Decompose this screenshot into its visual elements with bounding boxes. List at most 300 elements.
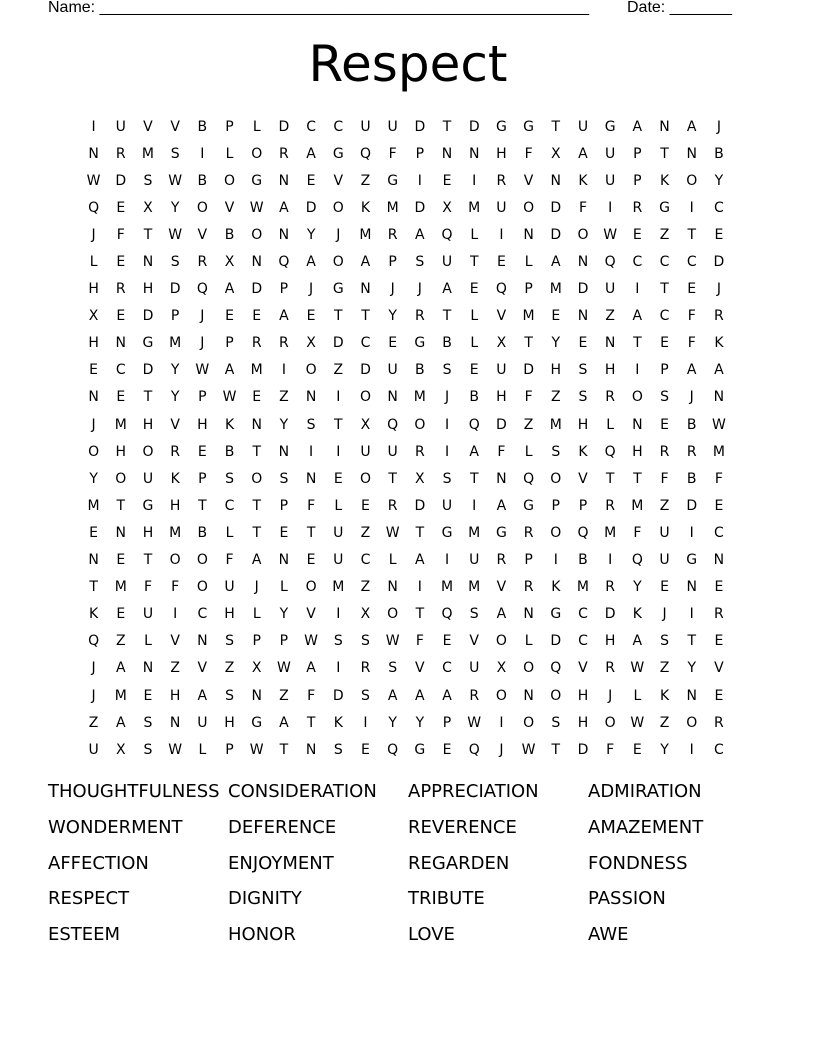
grid-cell[interactable]: E xyxy=(496,254,506,271)
grid-cell[interactable]: V xyxy=(469,633,479,650)
grid-cell[interactable]: P xyxy=(388,254,397,271)
grid-cell[interactable]: I xyxy=(363,714,368,731)
grid-cell[interactable]: J xyxy=(716,281,721,298)
grid-cell[interactable]: L xyxy=(225,145,234,162)
grid-cell[interactable]: L xyxy=(252,606,261,623)
grid-cell[interactable]: Q xyxy=(631,552,643,569)
grid-cell[interactable]: S xyxy=(306,416,316,433)
grid-cell[interactable]: T xyxy=(143,552,153,569)
grid-cell[interactable]: T xyxy=(361,308,370,325)
grid-cell[interactable]: R xyxy=(605,579,616,596)
grid-cell[interactable]: H xyxy=(197,416,208,433)
grid-cell[interactable]: C xyxy=(659,254,670,271)
grid-cell[interactable]: B xyxy=(415,362,425,379)
grid-cell[interactable]: Y xyxy=(279,416,289,433)
grid-cell[interactable]: T xyxy=(551,118,561,135)
grid-cell[interactable]: E xyxy=(551,308,561,325)
grid-cell[interactable]: D xyxy=(142,362,154,379)
grid-cell[interactable]: C xyxy=(714,199,724,216)
grid-cell[interactable]: Z xyxy=(360,172,371,189)
grid-cell[interactable]: B xyxy=(224,226,235,243)
grid-cell[interactable]: X xyxy=(415,470,425,487)
name-field-label[interactable]: Name: _______________________________________________________ xyxy=(48,0,589,16)
grid-cell[interactable]: T xyxy=(633,335,642,352)
grid-cell[interactable]: U xyxy=(441,497,453,514)
grid-cell[interactable]: A xyxy=(306,660,316,677)
grid-cell[interactable]: D xyxy=(686,497,698,514)
grid-cell[interactable]: O xyxy=(523,199,535,216)
grid-cell[interactable]: A xyxy=(306,145,316,162)
grid-cell[interactable]: M xyxy=(169,335,182,352)
grid-cell[interactable]: S xyxy=(660,389,669,406)
grid-cell[interactable]: Q xyxy=(577,524,589,541)
grid-cell[interactable]: A xyxy=(306,254,316,271)
grid-cell[interactable]: R xyxy=(714,308,724,325)
grid-cell[interactable]: J xyxy=(689,389,694,406)
grid-cell[interactable]: R xyxy=(469,687,480,704)
grid-cell[interactable]: T xyxy=(252,524,261,541)
grid-cell[interactable]: I xyxy=(91,118,96,135)
grid-cell[interactable]: A xyxy=(496,497,507,514)
grid-cell[interactable]: T xyxy=(198,497,207,514)
grid-cell[interactable]: N xyxy=(142,660,154,677)
grid-cell[interactable]: O xyxy=(414,416,426,433)
grid-cell[interactable]: O xyxy=(550,470,562,487)
grid-cell[interactable]: L xyxy=(524,633,533,650)
grid-cell[interactable]: X xyxy=(143,199,153,216)
grid-cell[interactable]: U xyxy=(441,254,453,271)
grid-cell[interactable]: S xyxy=(578,362,588,379)
grid-cell[interactable]: D xyxy=(550,199,562,216)
grid-cell[interactable]: O xyxy=(251,145,263,162)
grid-cell[interactable]: H xyxy=(577,416,589,433)
grid-cell[interactable]: N xyxy=(523,606,534,623)
grid-cell[interactable]: I xyxy=(417,579,422,596)
grid-cell[interactable]: R xyxy=(387,226,398,243)
grid-cell[interactable]: O xyxy=(495,633,507,650)
grid-cell[interactable]: W xyxy=(385,524,400,541)
grid-cell[interactable]: Q xyxy=(387,416,399,433)
grid-cell[interactable]: L xyxy=(470,335,479,352)
grid-cell[interactable]: R xyxy=(496,552,507,569)
grid-cell[interactable]: F xyxy=(660,470,669,487)
grid-cell[interactable]: B xyxy=(442,335,452,352)
grid-cell[interactable]: P xyxy=(225,118,234,135)
grid-cell[interactable]: L xyxy=(470,226,479,243)
grid-cell[interactable]: N xyxy=(197,633,208,650)
grid-cell[interactable]: B xyxy=(686,416,697,433)
grid-cell[interactable]: F xyxy=(116,226,125,243)
grid-cell[interactable]: Y xyxy=(415,714,425,731)
grid-cell[interactable]: K xyxy=(551,579,561,596)
grid-cell[interactable]: D xyxy=(468,118,480,135)
grid-cell[interactable]: K xyxy=(224,416,235,433)
grid-cell[interactable]: O xyxy=(251,470,263,487)
grid-cell[interactable]: E xyxy=(306,552,316,569)
grid-cell[interactable]: J xyxy=(91,660,96,677)
grid-cell[interactable]: E xyxy=(116,606,126,623)
grid-cell[interactable]: N xyxy=(88,145,99,162)
grid-cell[interactable]: Q xyxy=(468,741,480,758)
grid-cell[interactable]: R xyxy=(714,606,724,623)
grid-cell[interactable]: M xyxy=(522,308,535,325)
grid-cell[interactable]: K xyxy=(89,606,99,623)
grid-cell[interactable]: E xyxy=(714,687,724,704)
grid-cell[interactable]: T xyxy=(605,470,615,487)
grid-cell[interactable]: A xyxy=(115,660,126,677)
grid-cell[interactable]: S xyxy=(143,172,153,189)
grid-cell[interactable]: Z xyxy=(550,389,561,406)
grid-cell[interactable]: A xyxy=(632,118,643,135)
grid-cell[interactable]: I xyxy=(689,199,694,216)
grid-cell[interactable]: C xyxy=(333,118,344,135)
grid-cell[interactable]: E xyxy=(225,308,234,325)
grid-cell[interactable]: E xyxy=(632,741,642,758)
grid-cell[interactable]: P xyxy=(225,741,234,758)
grid-cell[interactable]: J xyxy=(499,741,504,758)
grid-cell[interactable]: I xyxy=(200,145,205,162)
grid-cell[interactable]: I xyxy=(281,362,286,379)
grid-cell[interactable]: D xyxy=(604,606,616,623)
grid-cell[interactable]: Z xyxy=(224,660,235,677)
grid-cell[interactable]: P xyxy=(198,389,207,406)
grid-cell[interactable]: Z xyxy=(659,226,670,243)
grid-cell[interactable]: B xyxy=(714,145,724,162)
grid-cell[interactable]: W xyxy=(630,660,645,677)
grid-cell[interactable]: H xyxy=(142,416,154,433)
grid-cell[interactable]: Q xyxy=(441,606,453,623)
grid-cell[interactable]: K xyxy=(659,172,670,189)
grid-cell[interactable]: I xyxy=(472,497,477,514)
grid-cell[interactable]: H xyxy=(115,443,127,460)
grid-cell[interactable]: E xyxy=(714,579,724,596)
grid-cell[interactable]: X xyxy=(442,199,452,216)
grid-cell[interactable]: C xyxy=(659,308,670,325)
grid-cell[interactable]: B xyxy=(224,443,235,460)
grid-cell[interactable]: I xyxy=(689,524,694,541)
grid-cell[interactable]: T xyxy=(334,308,343,325)
grid-cell[interactable]: P xyxy=(279,633,289,650)
grid-cell[interactable]: A xyxy=(360,254,371,271)
grid-cell[interactable]: D xyxy=(414,199,426,216)
grid-cell[interactable]: G xyxy=(251,172,263,189)
grid-cell[interactable]: R xyxy=(686,443,697,460)
grid-cell[interactable]: L xyxy=(280,579,288,596)
grid-cell[interactable]: N xyxy=(88,552,99,569)
grid-cell[interactable]: P xyxy=(633,172,642,189)
grid-cell[interactable]: R xyxy=(714,714,724,731)
grid-cell[interactable]: E xyxy=(660,416,669,433)
grid-cell[interactable]: I xyxy=(173,606,178,623)
grid-cell[interactable]: E xyxy=(714,226,724,243)
grid-cell[interactable]: E xyxy=(388,335,398,352)
grid-cell[interactable]: L xyxy=(334,497,343,514)
grid-cell[interactable]: I xyxy=(444,416,450,433)
grid-cell[interactable]: I xyxy=(417,172,422,189)
grid-cell[interactable]: Y xyxy=(89,470,98,487)
grid-cell[interactable]: N xyxy=(278,552,290,569)
grid-cell[interactable]: E xyxy=(89,524,99,541)
grid-cell[interactable]: U xyxy=(469,552,480,569)
grid-cell[interactable]: N xyxy=(88,389,99,406)
grid-cell[interactable]: A xyxy=(251,552,262,569)
grid-cell[interactable]: G xyxy=(142,335,154,352)
grid-cell[interactable]: M xyxy=(413,389,426,406)
grid-cell[interactable]: A xyxy=(415,687,425,704)
grid-cell[interactable]: A xyxy=(415,226,425,243)
grid-cell[interactable]: I xyxy=(444,443,450,460)
grid-cell[interactable]: L xyxy=(89,254,98,271)
grid-cell[interactable]: R xyxy=(605,660,616,677)
grid-cell[interactable]: S xyxy=(225,687,234,704)
grid-cell[interactable]: E xyxy=(306,172,316,189)
grid-cell[interactable]: X xyxy=(88,308,99,325)
grid-cell[interactable]: P xyxy=(170,308,180,325)
grid-cell[interactable]: A xyxy=(550,254,561,271)
grid-cell[interactable]: E xyxy=(116,308,126,325)
grid-cell[interactable]: X xyxy=(550,145,561,162)
grid-cell[interactable]: E xyxy=(442,741,452,758)
grid-cell[interactable]: O xyxy=(523,660,535,677)
grid-cell[interactable]: X xyxy=(360,416,371,433)
grid-cell[interactable]: E xyxy=(469,281,479,298)
grid-cell[interactable]: X xyxy=(306,335,316,352)
grid-cell[interactable]: V xyxy=(197,226,208,243)
grid-cell[interactable]: W xyxy=(521,741,536,758)
grid-cell[interactable]: I xyxy=(553,552,558,569)
grid-cell[interactable]: O xyxy=(577,226,589,243)
grid-cell[interactable]: E xyxy=(714,633,724,650)
grid-cell[interactable]: R xyxy=(387,497,398,514)
grid-cell[interactable]: C xyxy=(714,524,724,541)
grid-cell[interactable]: W xyxy=(249,741,264,758)
grid-cell[interactable]: O xyxy=(686,714,698,731)
grid-cell[interactable]: E xyxy=(252,308,262,325)
grid-cell[interactable]: C xyxy=(360,552,371,569)
grid-cell[interactable]: R xyxy=(360,660,371,677)
grid-cell[interactable]: T xyxy=(388,470,397,487)
grid-cell[interactable]: W xyxy=(168,226,183,243)
grid-cell[interactable]: L xyxy=(225,524,234,541)
grid-cell[interactable]: N xyxy=(305,741,317,758)
grid-cell[interactable]: F xyxy=(307,687,316,704)
grid-cell[interactable]: N xyxy=(632,416,643,433)
grid-cell[interactable]: U xyxy=(605,172,616,189)
grid-cell[interactable]: F xyxy=(143,579,152,596)
grid-cell[interactable]: Y xyxy=(306,226,316,243)
grid-cell[interactable]: H xyxy=(577,687,589,704)
grid-cell[interactable]: I xyxy=(499,714,504,731)
grid-cell[interactable]: A xyxy=(197,687,208,704)
grid-cell[interactable]: Q xyxy=(550,660,562,677)
grid-cell[interactable]: D xyxy=(360,362,371,379)
grid-cell[interactable]: F xyxy=(415,633,424,650)
grid-cell[interactable]: U xyxy=(387,362,398,379)
grid-cell[interactable]: V xyxy=(170,416,180,433)
grid-cell[interactable]: Z xyxy=(360,524,371,541)
grid-cell[interactable]: S xyxy=(225,470,234,487)
grid-cell[interactable]: U xyxy=(333,552,344,569)
grid-cell[interactable]: H xyxy=(142,524,154,541)
grid-cell[interactable]: W xyxy=(168,172,183,189)
grid-cell[interactable]: Q xyxy=(88,199,100,216)
grid-cell[interactable]: N xyxy=(115,524,127,541)
grid-cell[interactable]: Z xyxy=(659,497,670,514)
grid-cell[interactable]: O xyxy=(332,254,344,271)
grid-cell[interactable]: D xyxy=(169,281,181,298)
grid-cell[interactable]: G xyxy=(523,497,535,514)
grid-cell[interactable]: M xyxy=(141,145,155,162)
grid-cell[interactable]: X xyxy=(251,660,262,677)
grid-cell[interactable]: W xyxy=(276,660,291,677)
grid-cell[interactable]: D xyxy=(414,497,426,514)
grid-cell[interactable]: M xyxy=(386,199,399,216)
grid-cell[interactable]: B xyxy=(686,470,697,487)
grid-cell[interactable]: T xyxy=(279,741,289,758)
grid-cell[interactable]: U xyxy=(659,524,670,541)
grid-cell[interactable]: Y xyxy=(279,606,289,623)
grid-cell[interactable]: O xyxy=(196,552,208,569)
grid-cell[interactable]: T xyxy=(660,145,669,162)
grid-cell[interactable]: O xyxy=(224,172,236,189)
grid-cell[interactable]: S xyxy=(442,362,452,379)
grid-cell[interactable]: J xyxy=(254,579,259,596)
grid-cell[interactable]: N xyxy=(169,714,181,731)
grid-cell[interactable]: I xyxy=(635,281,640,298)
grid-cell[interactable]: T xyxy=(633,470,642,487)
grid-cell[interactable]: T xyxy=(143,226,153,243)
grid-cell[interactable]: T xyxy=(551,741,561,758)
grid-cell[interactable]: G xyxy=(332,145,344,162)
grid-cell[interactable]: R xyxy=(523,524,534,541)
grid-cell[interactable]: E xyxy=(361,497,370,514)
grid-cell[interactable]: Q xyxy=(604,254,616,271)
grid-cell[interactable]: N xyxy=(251,687,262,704)
grid-cell[interactable]: R xyxy=(170,443,181,460)
grid-cell[interactable]: H xyxy=(224,714,235,731)
grid-cell[interactable]: H xyxy=(577,714,589,731)
grid-cell[interactable]: T xyxy=(687,226,696,243)
grid-cell[interactable]: M xyxy=(169,524,182,541)
grid-cell[interactable]: S xyxy=(469,606,479,623)
grid-cell[interactable]: K xyxy=(333,714,343,731)
grid-cell[interactable]: T xyxy=(442,118,452,135)
grid-cell[interactable]: N xyxy=(659,118,670,135)
grid-cell[interactable]: T xyxy=(469,254,479,271)
grid-cell[interactable]: Z xyxy=(523,416,534,433)
grid-cell[interactable]: H xyxy=(632,443,643,460)
grid-cell[interactable]: E xyxy=(442,172,452,189)
grid-cell[interactable]: G xyxy=(604,118,616,135)
grid-cell[interactable]: D xyxy=(523,362,534,379)
grid-cell[interactable]: T xyxy=(469,470,479,487)
grid-cell[interactable]: K xyxy=(632,606,642,623)
grid-cell[interactable]: W xyxy=(249,199,264,216)
grid-cell[interactable]: S xyxy=(143,714,153,731)
grid-cell[interactable]: F xyxy=(633,524,642,541)
grid-cell[interactable]: O xyxy=(196,199,208,216)
grid-cell[interactable]: G xyxy=(251,714,263,731)
grid-cell[interactable]: G xyxy=(495,118,507,135)
grid-cell[interactable]: S xyxy=(333,741,343,758)
grid-cell[interactable]: V xyxy=(578,660,588,677)
grid-cell[interactable]: J xyxy=(91,226,96,243)
grid-cell[interactable]: M xyxy=(114,579,127,596)
grid-cell[interactable]: S xyxy=(551,443,561,460)
grid-cell[interactable]: R xyxy=(115,145,126,162)
grid-cell[interactable]: K xyxy=(714,335,724,352)
grid-cell[interactable]: A xyxy=(632,308,643,325)
grid-cell[interactable]: C xyxy=(115,362,126,379)
grid-cell[interactable]: J xyxy=(444,389,450,406)
grid-cell[interactable]: A xyxy=(279,199,289,216)
grid-cell[interactable]: Q xyxy=(441,226,453,243)
grid-cell[interactable]: E xyxy=(687,281,697,298)
grid-cell[interactable]: I xyxy=(336,389,341,406)
grid-cell[interactable]: D xyxy=(577,741,589,758)
grid-cell[interactable]: Z xyxy=(659,660,670,677)
grid-cell[interactable]: S xyxy=(225,633,234,650)
grid-cell[interactable]: U xyxy=(469,660,480,677)
grid-cell[interactable]: Y xyxy=(687,660,696,677)
grid-cell[interactable]: K xyxy=(659,687,670,704)
grid-cell[interactable]: J xyxy=(662,606,667,623)
grid-cell[interactable]: R xyxy=(605,497,616,514)
grid-cell[interactable]: N xyxy=(251,416,262,433)
grid-cell[interactable]: B xyxy=(197,172,208,189)
grid-cell[interactable]: T xyxy=(252,443,261,460)
grid-cell[interactable]: U xyxy=(333,524,344,541)
grid-cell[interactable]: F xyxy=(687,335,696,352)
grid-cell[interactable]: J xyxy=(91,416,96,433)
grid-cell[interactable]: Y xyxy=(660,741,669,758)
grid-cell[interactable]: O xyxy=(523,714,535,731)
grid-cell[interactable]: T xyxy=(306,714,316,731)
grid-cell[interactable]: U xyxy=(605,281,616,298)
grid-cell[interactable]: U xyxy=(142,606,154,623)
grid-cell[interactable]: O xyxy=(495,687,507,704)
grid-cell[interactable]: D xyxy=(496,416,507,433)
grid-cell[interactable]: N xyxy=(713,552,725,569)
grid-cell[interactable]: U xyxy=(387,443,398,460)
grid-cell[interactable]: A xyxy=(279,308,289,325)
grid-cell[interactable]: D xyxy=(332,335,344,352)
grid-cell[interactable]: H xyxy=(550,362,562,379)
grid-cell[interactable]: O xyxy=(169,552,181,569)
grid-cell[interactable]: G xyxy=(659,199,670,216)
grid-cell[interactable]: P xyxy=(633,145,642,162)
grid-cell[interactable]: N xyxy=(360,281,371,298)
grid-cell[interactable]: Q xyxy=(278,254,290,271)
grid-cell[interactable]: H xyxy=(604,362,616,379)
grid-cell[interactable]: N xyxy=(305,389,317,406)
grid-cell[interactable]: V xyxy=(306,606,316,623)
grid-cell[interactable]: U xyxy=(224,579,235,596)
grid-cell[interactable]: R xyxy=(115,281,126,298)
grid-cell[interactable]: O xyxy=(550,687,562,704)
grid-cell[interactable]: E xyxy=(333,470,343,487)
grid-cell[interactable]: A xyxy=(224,362,235,379)
grid-cell[interactable]: T xyxy=(143,389,153,406)
grid-cell[interactable]: I xyxy=(336,660,341,677)
grid-cell[interactable]: K xyxy=(578,443,588,460)
grid-cell[interactable]: U xyxy=(142,470,154,487)
grid-cell[interactable]: R xyxy=(251,335,262,352)
grid-cell[interactable]: U xyxy=(577,118,589,135)
grid-cell[interactable]: H xyxy=(169,687,181,704)
grid-cell[interactable]: C xyxy=(686,254,697,271)
grid-cell[interactable]: I xyxy=(608,199,613,216)
